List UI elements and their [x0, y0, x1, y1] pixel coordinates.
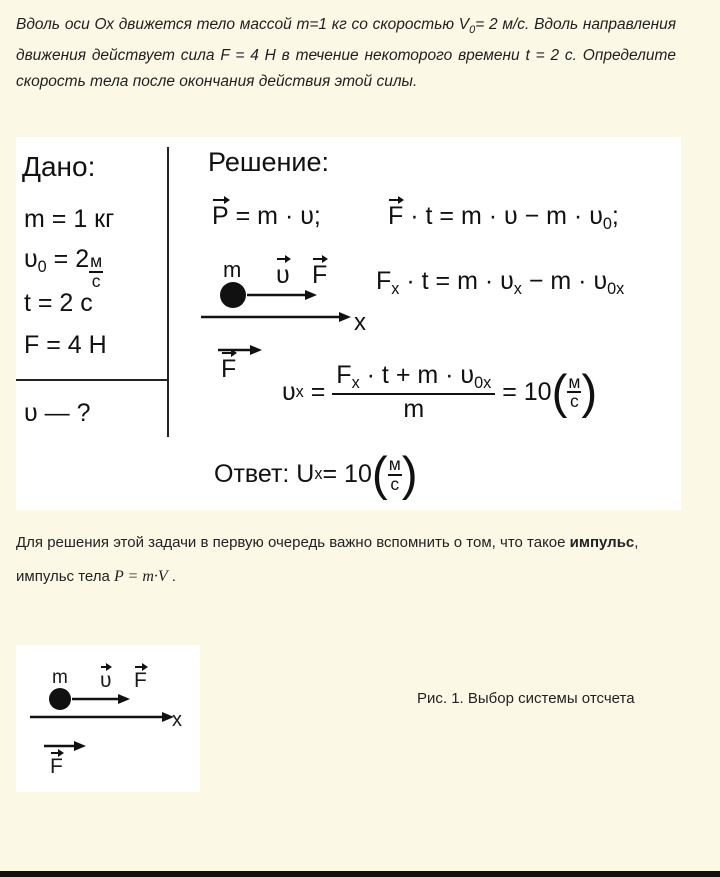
figure-velocity-label: υ: [100, 669, 112, 692]
eq-result: υ x = $\frac{F_x \cdot t + m \cdot \upsilon_{0x}}{m}$ = 10 ( $\frac{м}{с}$ ): [282, 361, 598, 423]
given-v0: $\upsilon_0 = 2$ $\frac{м}{с}$: [24, 245, 103, 291]
bottom-bar: [0, 871, 720, 877]
given-title: Дано:: [22, 151, 96, 182]
body-dot: [220, 282, 246, 308]
figure-axis-label: x: [172, 709, 182, 731]
given-mass: m = 1 кг: [24, 205, 115, 233]
force-arrow: [216, 343, 266, 357]
eq-impulse: $F \cdot t = m \cdot \upsilon - m \cdot \upsilon_0$;: [388, 202, 619, 233]
figure-mass-label: m: [52, 667, 68, 688]
divider-horizontal: [16, 379, 168, 381]
diagram-mass-label: m: [223, 257, 242, 282]
figure-caption: Рис. 1. Выбор системы отсчета: [417, 690, 635, 707]
impulse-term: импульс: [569, 534, 635, 551]
solution-title: Решение:: [208, 147, 330, 177]
diagram-force-label: F: [312, 261, 328, 289]
diagram-axis-label: x: [354, 309, 366, 336]
given-force: F = 4 Н: [24, 331, 107, 359]
figure-reference-frame: [16, 645, 200, 792]
diagram-force-arrow-label: F: [221, 355, 237, 383]
explanation-paragraph: Для решения этой задачи в первую очередь важно вспомнить о том, что такое импульс, импульс тела P = m·V .: [16, 534, 639, 585]
eq-momentum: P = m · υ;: [212, 202, 321, 230]
solution-figure: [16, 137, 681, 510]
answer: Ответ: U x = 10 ( $\frac{м}{с}$ ): [214, 448, 418, 501]
figure-body-dot: [49, 688, 71, 710]
divider-vertical: [167, 147, 169, 437]
figure-force-arrow-label: F: [50, 755, 63, 778]
problem-text-1: Вдоль оси Ох движется тело массой m=1 кг со скоростью V: [16, 16, 470, 33]
given-time: t = 2 с: [24, 289, 93, 317]
unknown-velocity: υ — ?: [24, 399, 91, 427]
problem-statement: [16, 12, 676, 95]
problem-sub: 0: [469, 24, 476, 37]
diagram-velocity-label: υ: [276, 261, 290, 289]
momentum-formula: P = m·V: [114, 568, 168, 585]
problem-text-2: = 2 м/с. Вдоль направления движения действует сила F = 4 Н в течение некоторого времени t = 2 с. Определите скорость тела после окончания действия этой силы.: [16, 16, 676, 91]
figure-force-label: F: [134, 669, 147, 692]
eq-projection: $F_x \cdot t = m \cdot \upsilon_x - m \cdot \upsilon_{0x}$: [376, 267, 625, 298]
